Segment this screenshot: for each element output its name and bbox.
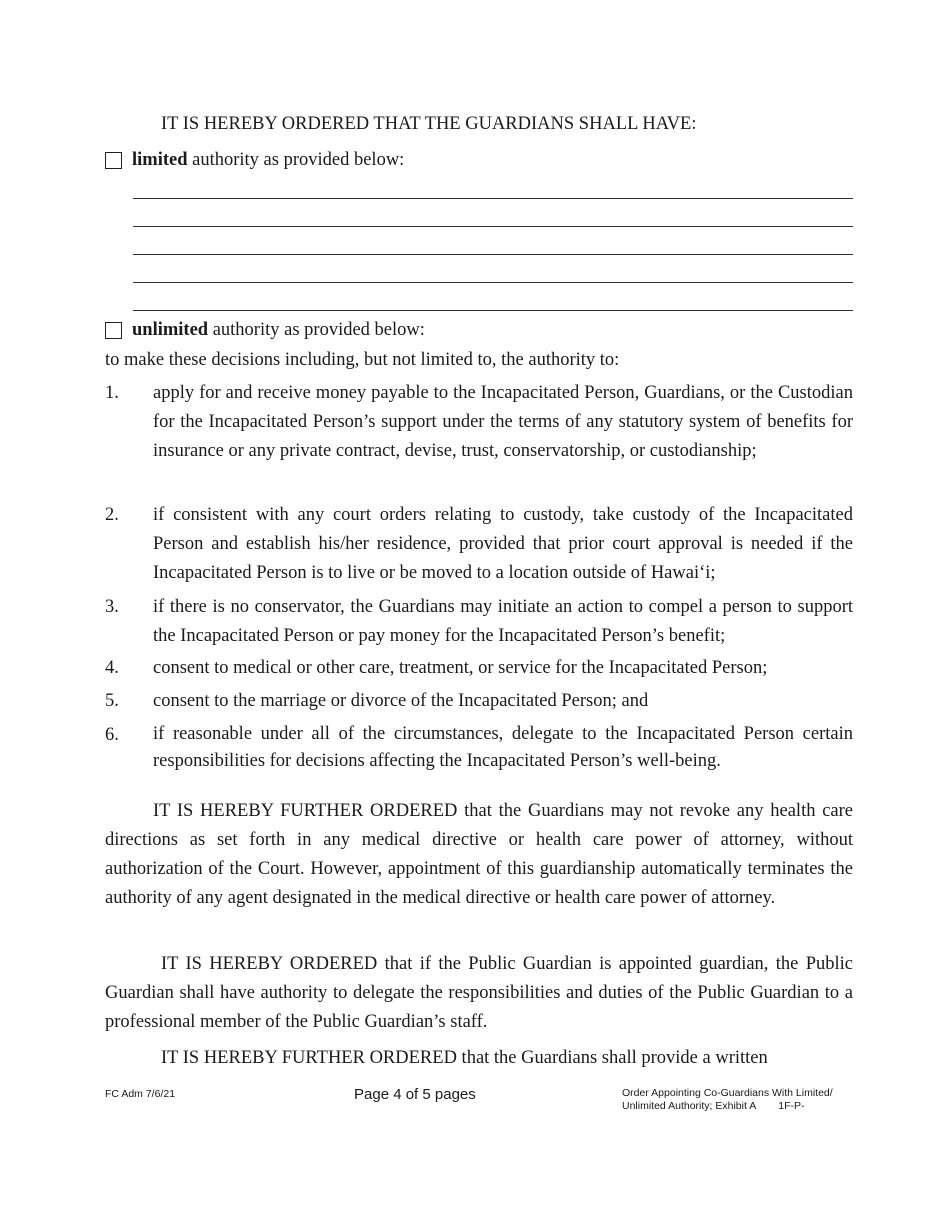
decisions-intro: to make these decisions including, but not limited to, the authority to: [105, 350, 620, 370]
unlimited-label-bold: unlimited [132, 320, 209, 340]
unlimited-label-rest: authority as provided below: [208, 320, 425, 340]
footer-title-line-1: Order Appointing Co-Guardians With Limited/ [622, 1087, 833, 1099]
order-intro: IT IS HEREBY ORDERED THAT THE GUARDIANS SHALL HAVE: [161, 114, 697, 134]
list-item-text: apply for and receive money payable to the Incapacitated Person, Guardians, or the Custodian for the Incapacitated Person’s support under the terms of any statutory system of benefits for insurance or any private contract, devise, trust, conservatorship, or custodianship; [153, 383, 853, 461]
list-item-number: 5. [105, 691, 119, 711]
limited-fill-line-1[interactable] [133, 198, 853, 199]
list-item-text: consent to medical or other care, treatment, or service for the Incapacitated Person; [153, 658, 768, 678]
footer-page-number: Page 4 of 5 pages [354, 1086, 476, 1103]
footer-document-title [622, 1087, 833, 1113]
limited-fill-line-3[interactable] [133, 254, 853, 255]
list-item-text: if consistent with any court orders relating to custody, take custody of the Incapacitated Person and establish his/her residence, provided that prior court approval is needed if the Incapacitated Person is to live or be moved to a location outside of Hawai‘i; [153, 505, 853, 583]
list-item-number: 4. [105, 658, 119, 678]
list-item-number: 6. [105, 725, 119, 745]
paragraph-further-ordered-2: IT IS HEREBY FURTHER ORDERED that the Guardians shall provide a written [161, 1048, 768, 1068]
unlimited-checkbox[interactable] [105, 322, 122, 339]
footer-form-id: FC Adm 7/6/21 [105, 1088, 176, 1100]
limited-label-bold: limited [132, 150, 188, 170]
limited-authority-option[interactable] [105, 150, 404, 171]
limited-checkbox[interactable] [105, 152, 122, 169]
footer-form-code: 1F-P- [778, 1100, 805, 1112]
list-item-number: 2. [105, 505, 119, 525]
list-item-text: if reasonable under all of the circumstances, delegate to the Incapacitated Person certain responsibilities for decisions affecting the Incapacitated Person’s well-being. [153, 724, 853, 771]
unlimited-authority-option[interactable] [105, 320, 425, 341]
list-item-text: if there is no conservator, the Guardians may initiate an action to compel a person to support the Incapacitated Person or pay money for the Incapacitated Person’s benefit; [153, 597, 853, 646]
limited-fill-line-2[interactable] [133, 226, 853, 227]
list-item-number: 3. [105, 597, 119, 617]
list-item-number: 1. [105, 383, 119, 403]
paragraph-public-guardian: IT IS HEREBY ORDERED that if the Public Guardian is appointed guardian, the Public Guardian shall have authority to delegate the responsibilities and duties of the Public Guardian to a professional member of the Public Guardian’s staff. [105, 954, 853, 1032]
footer-title-line-2: Unlimited Authority; Exhibit A [622, 1100, 757, 1112]
limited-fill-line-5[interactable] [133, 310, 853, 311]
paragraph-further-ordered-1: IT IS HEREBY FURTHER ORDERED that the Guardians may not revoke any health care directions as set forth in any medical directive or health care power of attorney, without authorization of the Court. However, appointment of this guardianship automatically terminates the authority of any agent designated in the medical directive or health care power of attorney. [105, 801, 853, 908]
limited-fill-line-4[interactable] [133, 282, 853, 283]
limited-label-rest: authority as provided below: [187, 150, 405, 170]
list-item-text: consent to the marriage or divorce of the Incapacitated Person; and [153, 691, 649, 711]
